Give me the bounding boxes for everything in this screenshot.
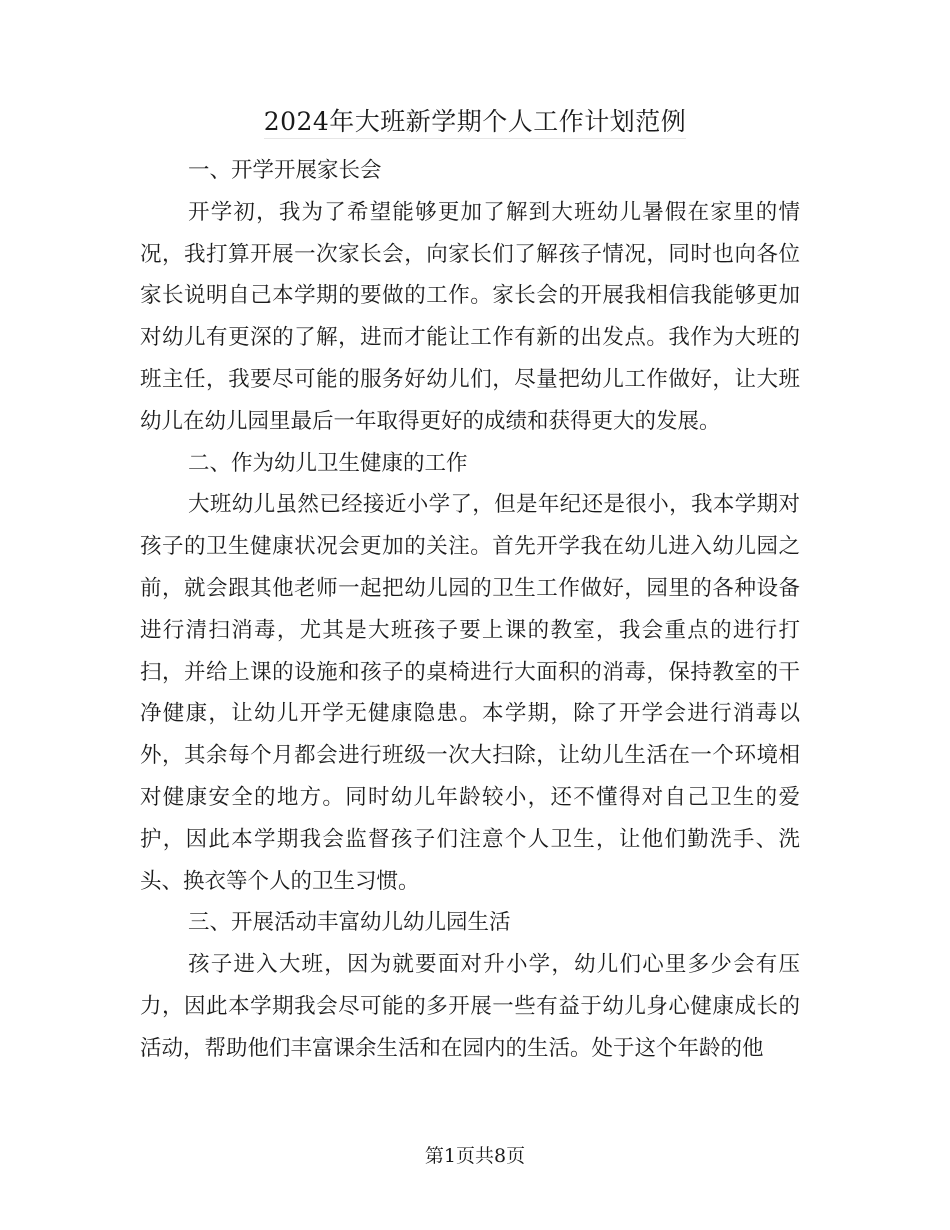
page-number-footer: 第1页共8页 <box>424 1145 526 1167</box>
section-heading-1: 一、开学开展家长会 <box>188 158 382 183</box>
document-title: 2024年大班新学期个人工作计划范例 <box>264 107 687 139</box>
section-paragraph-3: 孩子进入大班，因为就要面对升小学，幼儿们心里多少会有压力，因此本学期我会尽可能的多开展一些有益于幼儿身心健康成长的活动，帮助他们丰富课余生活和在园内的生活。处于这个年龄的他 <box>140 952 800 1061</box>
section-paragraph-2: 大班幼儿虽然已经接近小学了，但是年纪还是很小，我本学期对孩子的卫生健康状况会更加的关注。首先开学我在幼儿进入幼儿园之前，就会跟其他老师一起把幼儿园的卫生工作做好，园里的各种设备进行清扫消毒，尤其是大班孩子要上课的教室，我会重点的进行打扫，并给上课的设施和孩子的桌椅进行大面积的消毒，保持教室的干净健康，让幼儿开学无健康隐患。本学期，除了开学会进行消毒以外，其余每个月都会进行班级一次大扫除，让幼儿生活在一个环境相对健康安全的地方。同时幼儿年龄较小，还不懂得对自己卫生的爱护，因此本学期我会监督孩子们注意个人卫生，让他们勤洗手、洗头、换衣等个人的卫生习惯。 <box>140 492 800 894</box>
document-body <box>140 150 800 1070</box>
section-heading-2: 二、作为幼儿卫生健康的工作 <box>188 450 468 476</box>
document-title-row <box>0 102 950 142</box>
section-heading-3: 三、开展活动丰富幼儿幼儿园生活 <box>188 910 511 936</box>
section-paragraph-1: 开学初，我为了希望能够更加了解到大班幼儿暑假在家里的情况，我打算开展一次家长会，向家长们了解孩子情况，同时也向各位家长说明自己本学期的要做的工作。家长会的开展我相信我能够更加对幼儿有更深的了解，进而才能让工作有新的出发点。我作为大班的班主任，我要尽可能的服务好幼儿们，尽量把幼儿工作做好，让大班幼儿在幼儿园里最后一年取得更好的成绩和获得更大的发展。 <box>140 199 800 434</box>
